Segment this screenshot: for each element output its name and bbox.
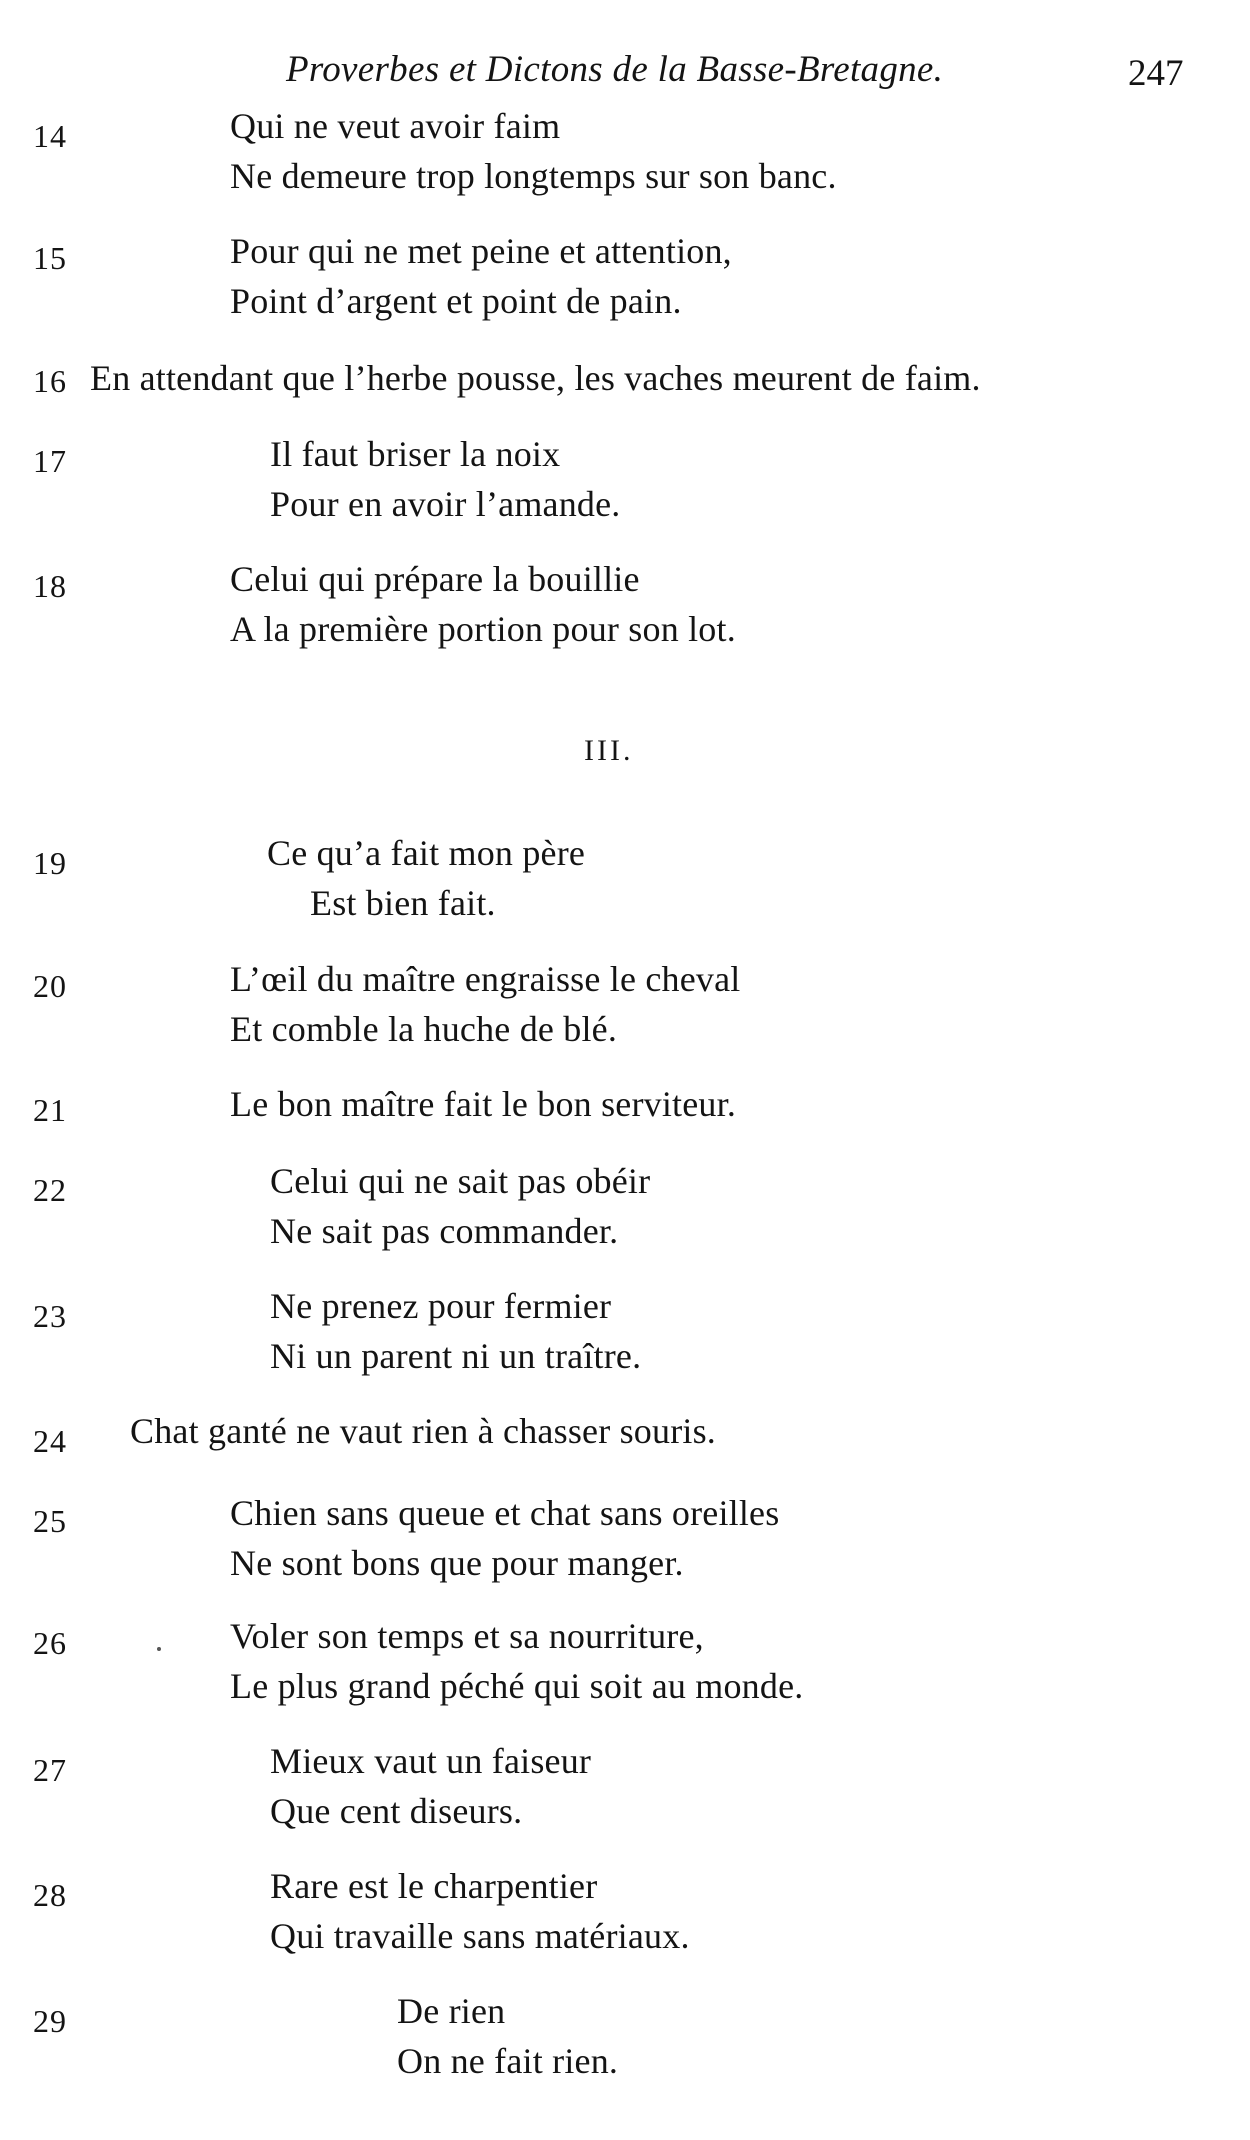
proverb-number-27: 27 bbox=[33, 1752, 67, 1788]
proverb-18-line-1: Celui qui prépare la bouillie bbox=[230, 559, 640, 599]
proverb-16-line-1: En attendant que l’herbe pousse, les vaches meurent de faim. bbox=[90, 358, 981, 398]
proverb-20-line-1: L’œil du maître engraisse le cheval bbox=[230, 959, 741, 999]
proverb-number-26: 26 bbox=[33, 1625, 67, 1661]
proverb-15-line-2: Point d’argent et point de pain. bbox=[230, 281, 682, 321]
proverb-number-25: 25 bbox=[33, 1503, 67, 1539]
proverb-number-16: 16 bbox=[33, 363, 67, 399]
proverb-number-29: 29 bbox=[33, 2003, 67, 2039]
proverb-number-17: 17 bbox=[33, 443, 67, 479]
section-heading: III. bbox=[584, 734, 634, 767]
proverb-17-line-2: Pour en avoir l’amande. bbox=[270, 484, 621, 524]
proverb-23-line-1: Ne prenez pour fermier bbox=[270, 1286, 612, 1326]
page-number: 247 bbox=[1128, 53, 1184, 94]
proverb-number-21: 21 bbox=[33, 1092, 67, 1128]
proverb-26-line-2: Le plus grand péché qui soit au monde. bbox=[230, 1666, 804, 1706]
proverb-25-line-2: Ne sont bons que pour manger. bbox=[230, 1543, 684, 1583]
proverb-number-19: 19 bbox=[33, 845, 67, 881]
proverb-28-line-1: Rare est le charpentier bbox=[270, 1866, 598, 1906]
proverb-15-line-1: Pour qui ne met peine et attention, bbox=[230, 231, 732, 271]
proverb-18-line-2: A la première portion pour son lot. bbox=[230, 609, 736, 649]
proverb-23-line-2: Ni un parent ni un traître. bbox=[270, 1336, 642, 1376]
print-speck bbox=[157, 1647, 161, 1651]
proverb-27-line-1: Mieux vaut un faiseur bbox=[270, 1741, 592, 1781]
running-header-title: Proverbes et Dictons de la Basse-Bretagne. bbox=[286, 49, 944, 90]
proverb-26-line-1: Voler son temps et sa nourriture, bbox=[230, 1616, 704, 1656]
proverb-17-line-1: Il faut briser la noix bbox=[270, 434, 561, 474]
proverb-number-18: 18 bbox=[33, 568, 67, 604]
proverb-22-line-2: Ne sait pas commander. bbox=[270, 1211, 619, 1251]
proverb-29-line-2: On ne fait rien. bbox=[397, 2041, 619, 2081]
proverb-29-line-1: De rien bbox=[397, 1991, 506, 2031]
proverb-25-line-1: Chien sans queue et chat sans oreilles bbox=[230, 1493, 780, 1533]
proverb-22-line-1: Celui qui ne sait pas obéir bbox=[270, 1161, 651, 1201]
proverb-20-line-2: Et comble la huche de blé. bbox=[230, 1009, 618, 1049]
proverb-number-28: 28 bbox=[33, 1877, 67, 1913]
proverb-number-23: 23 bbox=[33, 1298, 67, 1334]
proverb-28-line-2: Qui travaille sans matériaux. bbox=[270, 1916, 690, 1956]
proverb-14-line-1: Qui ne veut avoir faim bbox=[230, 106, 561, 146]
proverb-14-line-2: Ne demeure trop longtemps sur son banc. bbox=[230, 156, 837, 196]
proverb-19-line-1: Ce qu’a fait mon père bbox=[267, 833, 586, 873]
proverb-number-15: 15 bbox=[33, 240, 67, 276]
proverb-19-line-2: Est bien fait. bbox=[310, 883, 496, 923]
proverb-number-22: 22 bbox=[33, 1172, 67, 1208]
proverb-number-14: 14 bbox=[33, 118, 67, 154]
proverb-24-line-1: Chat ganté ne vaut rien à chasser souris. bbox=[130, 1411, 717, 1451]
proverb-number-20: 20 bbox=[33, 968, 67, 1004]
proverb-27-line-2: Que cent diseurs. bbox=[270, 1791, 523, 1831]
proverb-21-line-1: Le bon maître fait le bon serviteur. bbox=[230, 1084, 737, 1124]
proverb-number-24: 24 bbox=[33, 1423, 67, 1459]
